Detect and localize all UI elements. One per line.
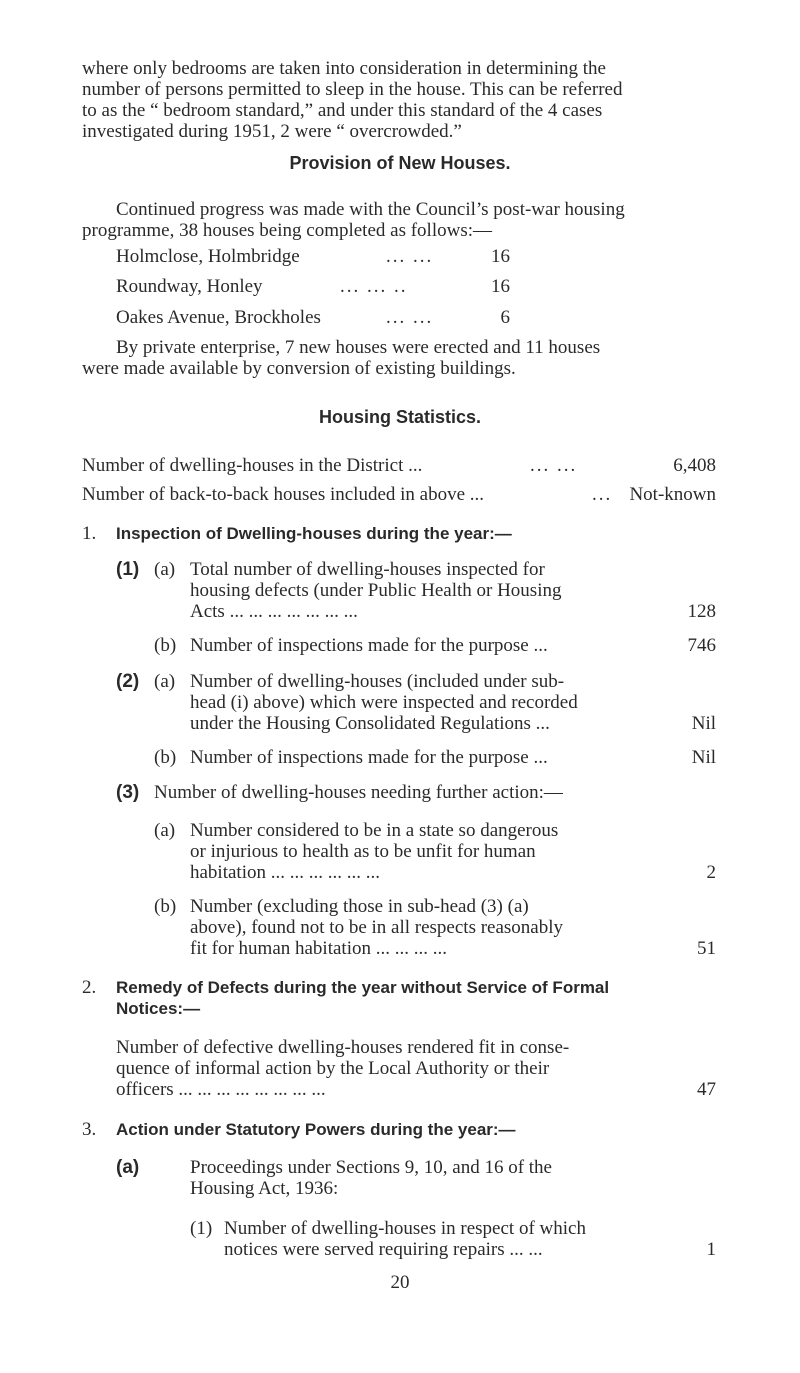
site-dots: ... ...	[386, 246, 434, 267]
item2b-text: Number of inspections made for the purpose ...	[190, 747, 548, 768]
item3a-value: 2	[706, 862, 716, 883]
section2-line: Number of defective dwelling-houses rendered fit in conse-	[116, 1037, 570, 1058]
item1-label: (1)	[116, 559, 140, 580]
intro-line: to as the “ bedroom standard,” and under this standard of the 4 cases	[82, 100, 603, 121]
item1a-line: Total number of dwelling-houses inspected for	[190, 559, 545, 580]
item2b-label: (b)	[154, 747, 177, 768]
provision-line: Continued progress was made with the Council’s post-war housing	[116, 199, 625, 220]
section2-text	[116, 1037, 646, 1100]
intro-line: investigated during 1951, 2 were “ overcrowded.”	[82, 121, 462, 142]
site-count: 16	[491, 276, 510, 297]
section2-heading	[116, 977, 609, 1019]
item1b-text: Number of inspections made for the purpose ...	[190, 635, 548, 656]
item2a-line: under the Housing Consolidated Regulations ...	[190, 713, 550, 734]
section2-number: 2.	[82, 977, 97, 998]
page-number: 20	[390, 1272, 410, 1293]
private-line: were made available by conversion of existing buildings.	[82, 358, 516, 379]
section3a1-text	[224, 1218, 694, 1260]
site-count: 6	[500, 307, 510, 328]
item3-text: Number of dwelling-houses needing further action:—	[154, 782, 563, 803]
provision-heading: Provision of New Houses.	[289, 153, 511, 173]
item1a-text	[190, 559, 650, 622]
item3b-value: 51	[697, 938, 716, 959]
back-to-back-label: Number of back-to-back houses included in above ...	[82, 484, 485, 505]
section3a1-line: Number of dwelling-houses in respect of which	[224, 1218, 586, 1239]
item3a-text	[190, 820, 650, 883]
site-name: Roundway, Honley	[116, 276, 263, 297]
item1b-label: (b)	[154, 635, 177, 656]
item3b-line: Number (excluding those in sub-head (3) (a)	[190, 896, 529, 917]
item3-label: (3)	[116, 782, 140, 803]
private-line: By private enterprise, 7 new houses were erected and 11 houses	[116, 337, 601, 358]
intro-line: number of persons permitted to sleep in the house. This can be referred	[82, 79, 623, 100]
site-dots: ... ... ..	[340, 276, 408, 297]
section3a1-value: 1	[706, 1239, 716, 1260]
item3a-line: or injurious to health as to be unfit for human	[190, 841, 536, 862]
section3-heading: Action under Statutory Powers during the year:—	[116, 1120, 516, 1139]
item2a-label: (a)	[154, 671, 176, 692]
provision-line: programme, 38 houses being completed as follows:—	[82, 220, 493, 241]
dwellings-dots: ... ...	[530, 455, 578, 476]
section1-heading: Inspection of Dwelling-houses during the year:—	[116, 524, 512, 543]
back-to-back-value: Not-known	[629, 484, 716, 505]
intro-paragraph	[82, 58, 716, 142]
site-dots: ... ...	[386, 307, 434, 328]
site-count: 16	[491, 246, 510, 267]
item2-label: (2)	[116, 671, 140, 692]
dwellings-label: Number of dwelling-houses in the District ...	[82, 455, 423, 476]
section2-value: 47	[697, 1079, 716, 1100]
statistics-heading: Housing Statistics.	[318, 407, 482, 427]
item2b-value: Nil	[691, 747, 716, 768]
section2-heading-line: Notices:—	[116, 999, 201, 1018]
item1a-line: Acts ... ... ... ... ... ... ...	[190, 601, 358, 622]
section2-line: quence of informal action by the Local Authority or their	[116, 1058, 550, 1079]
item1a-line: housing defects (under Public Health or Housing	[190, 580, 562, 601]
dwellings-value: 6,408	[673, 455, 716, 476]
item3a-line: Number considered to be in a state so dangerous	[190, 820, 559, 841]
item1a-label: (a)	[154, 559, 176, 580]
section3a-line: Proceedings under Sections 9, 10, and 16 of the	[190, 1157, 552, 1178]
section2-line: officers ... ... ... ... ... ... ... ...	[116, 1079, 326, 1100]
site-name: Holmclose, Holmbridge	[116, 246, 300, 267]
section1-number: 1.	[82, 523, 97, 544]
item2a-line: head (i) above) which were inspected and recorded	[190, 692, 578, 713]
intro-line: where only bedrooms are taken into consideration in determining the	[82, 58, 606, 79]
item2a-text	[190, 671, 650, 734]
item2a-value: Nil	[691, 713, 716, 734]
item1a-value: 128	[687, 601, 716, 622]
section3a-text	[190, 1157, 690, 1199]
section2-heading-line: Remedy of Defects during the year without Service of Formal	[116, 978, 610, 997]
item2a-line: Number of dwelling-houses (included under sub-	[190, 671, 565, 692]
section3a1-line: notices were served requiring repairs ... ...	[224, 1239, 543, 1260]
section3a-label: (a)	[116, 1157, 140, 1178]
back-to-back-dots: ...	[592, 484, 613, 505]
site-name: Oakes Avenue, Brockholes	[116, 307, 321, 328]
provision-paragraph	[82, 199, 716, 241]
item3a-line: habitation ... ... ... ... ... ...	[190, 862, 380, 883]
item3b-label: (b)	[154, 896, 177, 917]
section3a-line: Housing Act, 1936:	[190, 1178, 339, 1199]
item3a-label: (a)	[154, 820, 176, 841]
item3b-line: above), found not to be in all respects reasonably	[190, 917, 564, 938]
section3a1-label: (1)	[190, 1218, 213, 1239]
item3b-text	[190, 896, 650, 959]
private-paragraph	[82, 337, 716, 379]
item3b-line: fit for human habitation ... ... ... ...	[190, 938, 447, 959]
section3-number: 3.	[82, 1119, 97, 1140]
item1b-value: 746	[687, 635, 716, 656]
